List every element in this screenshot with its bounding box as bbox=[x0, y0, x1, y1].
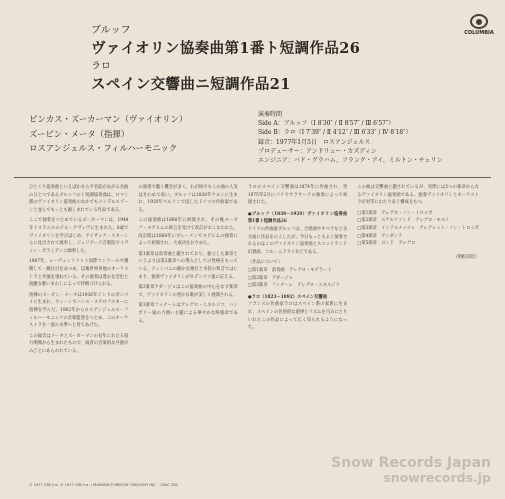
performer-role: （ヴァイオリン） bbox=[120, 114, 188, 124]
work-heading: ●ラロ（1823－1892）スペイン交響曲 bbox=[247, 294, 328, 300]
recording-credits bbox=[258, 110, 443, 165]
movement-line: □第1楽章 前奏曲 アレグロ・モデラート bbox=[247, 267, 332, 273]
movement-line: □第3楽章 フィナーレ アレグロ・エネルジコ bbox=[247, 283, 340, 289]
performer-name: ズービン・メータ bbox=[29, 128, 96, 139]
performer-list bbox=[29, 112, 187, 156]
notes-paragraph: ひとくち協奏曲といえばかならず名前があがる名曲のひとつであるブルッフのト短調協奏曲は、ロマン派のヴァイオリン協奏曲のなかでもメンデルスゾーンと並んでもっとも親しまれている作品である。 bbox=[29, 185, 129, 213]
watermark-name: Snow Records Japan bbox=[331, 455, 491, 471]
section-divider bbox=[14, 177, 491, 178]
notes-paragraph: 指揮のズービン・メータは1936年インドのボンベイに生まれ、ウィーンでハンス・スワロフスキーに指揮を学んだ。1962年からロスアンジェルス・フィルハーモニックの音楽監督をつとめ、このオーケストラを一流の水準へと育てあげた。 bbox=[29, 292, 129, 329]
watermark-url: snowrecords.jp bbox=[383, 470, 491, 485]
notes-author: （関根信昭） bbox=[453, 254, 479, 260]
notes-paragraph: ドイツの作曲家ブルッフは、合唱曲やオペラなど多方面に作品をのこしたが、今日もっともよく演奏されるのはこのヴァイオリン協奏曲とスコットランド幻想曲、コル・ニドライなどである。 bbox=[247, 226, 348, 255]
notes-paragraph: ここで独奏をつとめているズーカーマンは、1948年イスラエルのテル・アヴィヴに生まれた。8歳でヴァイオリンを学びはじめ、アイザック・スターンらに見出されて渡米し、ジュリアード音楽院でイヴァン・ガラミアンに師事した。 bbox=[29, 218, 129, 254]
credit-line: Side A：ブルッフ（Ⅰ 8′30″ / Ⅱ 8′57″ / Ⅲ 6′57″） bbox=[258, 120, 395, 128]
logo-text: COLUMBIA bbox=[464, 30, 494, 36]
credit-line: 演奏時間 bbox=[258, 111, 283, 118]
notes-paragraph: 第1楽章は前奏曲と題されており、独立した楽章というよりは第2楽章への導入としての性格をもっている。ティンパニの静かな連打と木管の和音ではじまり、独奏ヴァイオリンがカデンツァ風に応える。 bbox=[138, 251, 238, 280]
performer-name: ピンカス・ズーカーマン bbox=[29, 114, 121, 124]
walking-eye-icon bbox=[470, 14, 488, 29]
work-heading: ●ブルッフ（1838－1920）ヴァイオリン協奏曲第1番ト短調作品26 bbox=[247, 211, 348, 225]
movement-line: □第1楽章 アレグロ・ノン・トロッポ bbox=[357, 210, 433, 216]
notes-paragraph: この録音はメータとズーカーマンの長年にわたる協力関係から生まれたもので、両者の音楽的な共感がみごとにあらわれている。 bbox=[29, 333, 129, 354]
notes-paragraph: フランスの作曲家ラロはスペイン系の家系に生まれ、スペインの民俗的な旋律とリズムを巧みにとりいれたこの作品によって広く知られるようになった。 bbox=[247, 302, 348, 331]
credit-line: エンジニア：バド・グラハム、フランク・アイ、ミルトン・チェリン bbox=[258, 157, 443, 165]
movement-line: □第4楽章 アンダンテ bbox=[357, 233, 403, 239]
notes-paragraph: ラロのスペイン交響曲は1874年に作曲され、翌1875年2月にパリでサラサーテの独奏によって初演された。 bbox=[247, 185, 348, 206]
notes-column-2 bbox=[138, 184, 237, 476]
columbia-logo bbox=[465, 14, 493, 36]
title-lalo-symphony: スペイン交響曲ニ短調作品21 bbox=[91, 76, 291, 93]
notes-column-4 bbox=[357, 184, 479, 476]
notes-column-3 bbox=[248, 184, 347, 476]
performer-row bbox=[29, 141, 187, 156]
notes-paragraph: 1967年、レーヴェントリット国際コンクールで優勝して一躍注目をあつめ、以後世界各地のオーケストラと共演を重ねている。その演奏は豊かな音色と流麗な歌いまわしによって特徴づけられる。 bbox=[29, 259, 129, 288]
movement-line: □第5楽章 ロンド アレグロ bbox=[357, 241, 416, 247]
credit-line: プロデューサー：アンドリュー・カズディン bbox=[258, 147, 377, 155]
notes-paragraph: この曲は交響曲と題されているが、実際には5つの楽章からなるヴァイオリン協奏曲である。独奏ヴァイオリンとオーケストラが対等にわたりあう構成をもつ。 bbox=[357, 185, 479, 206]
movement-line: □第2楽章 スケルツァンド アレグロ・モルト bbox=[357, 218, 450, 224]
notes-column-1 bbox=[29, 184, 128, 476]
notes-paragraph: 第2楽章アダージョはこの協奏曲の中心をなす楽章で、ヴァイオリンの豊かな歌が美しく展開される。 bbox=[138, 285, 238, 298]
movement-line: □第3楽章 インテルメッツォ アレグレット・ノン・トロッポ bbox=[357, 225, 479, 231]
notes-paragraph: この協奏曲は1866年に初演され、その後ヨーゼフ・ヨアヒムの助言を受けて改訂がおこなわれた。改訂版は1868年にブレーメンでヨアヒムの独奏によって初演され、大成功をおさめた。 bbox=[138, 218, 238, 247]
notes-paragraph: 第3楽章フィナーレはアレグロ・エネルジコ、ハンガリー風の力強い主題による華やかな終楽章である。 bbox=[138, 303, 238, 324]
movement-line: □第2楽章 アダージョ bbox=[247, 275, 293, 281]
notes-paragraph: の演奏で聴く機会が多く、わが国でもこの曲の人気はきわめて高い。ブルッフは1838年ケルンに生まれ、1920年ベルリンで没したドイツの作曲家である。 bbox=[138, 185, 238, 213]
performer-row bbox=[29, 127, 187, 142]
watermark bbox=[331, 455, 491, 485]
performer-name: ロスアンジェルス・フィルハーモニック bbox=[29, 143, 178, 153]
title-bruch-concerto: ヴァイオリン協奏曲第1番ト短調作品26 bbox=[91, 40, 361, 57]
credit-line: Side B：ラロ（Ⅰ 7′39″ / Ⅱ 4′12″ / Ⅲ 6′33″ / Ⅳ 8′18″） bbox=[258, 129, 412, 137]
notes-subheading: （作品について） bbox=[247, 260, 283, 266]
credit-line: 録音：1977年1月5日 ロスアンジェルス bbox=[258, 138, 371, 146]
composer-lalo: ラロ bbox=[91, 61, 111, 72]
performer-role: （指揮） bbox=[95, 128, 130, 139]
liner-notes bbox=[29, 184, 479, 476]
copyright-footer: © 1977 CBS Inc. ℗ 1977 CBS Inc. / MANUFACTURED BY CBS/SONY INC. 25AC 582 bbox=[29, 483, 178, 487]
performer-row bbox=[29, 112, 187, 127]
composer-bruch: ブルッフ bbox=[91, 25, 131, 36]
